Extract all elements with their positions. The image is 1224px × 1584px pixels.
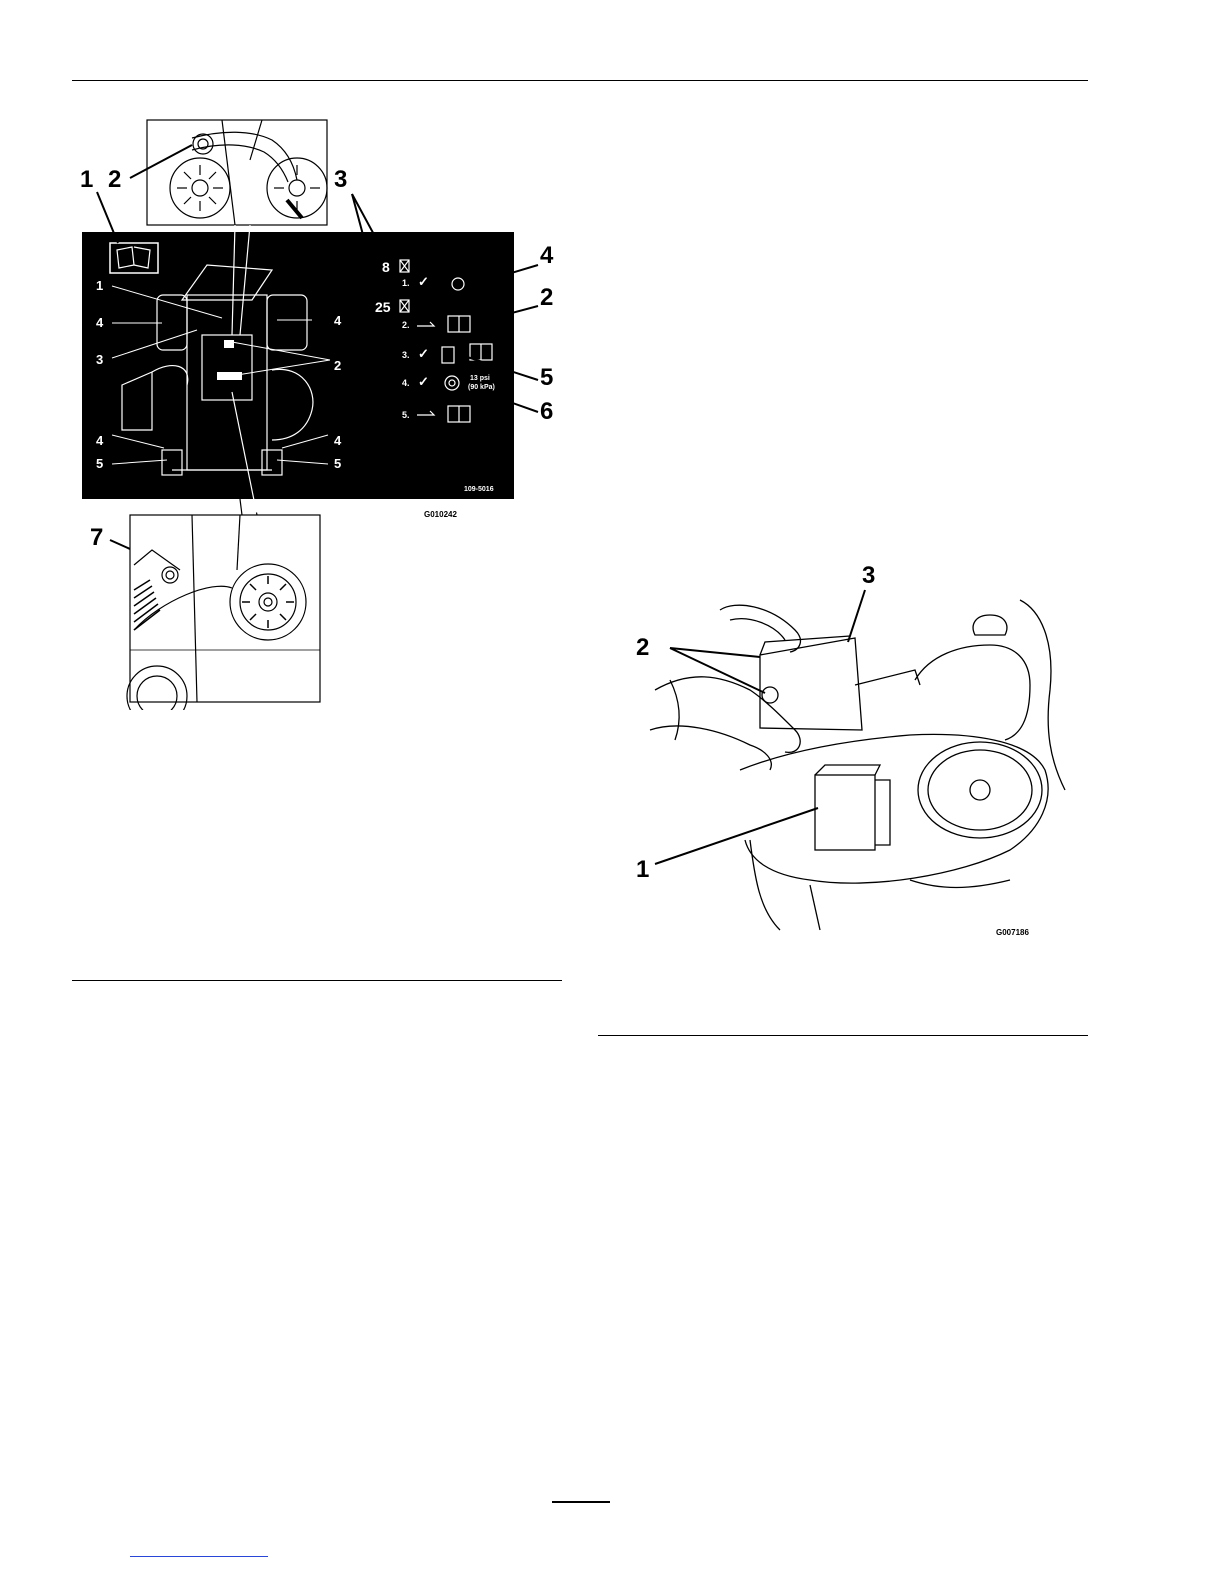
callout-2-right: 2 (540, 284, 554, 311)
page-number-rule (552, 1501, 610, 1503)
decal-label-4-right: 4 (334, 313, 342, 328)
callout-2-fig2: 2 (636, 634, 650, 661)
callout-3: 3 (334, 166, 348, 193)
step-1-check: ✓ (418, 274, 429, 289)
decal-label-1: 1 (96, 278, 104, 293)
decal-label-5-left: 5 (96, 456, 104, 471)
left-section-rule (72, 980, 562, 981)
step-3: 3. (402, 350, 410, 360)
callout-1: 1 (80, 166, 94, 193)
step-5: 5. (402, 410, 410, 420)
callout-7: 7 (90, 524, 104, 551)
hands-removing-cover-illustration (610, 560, 1090, 945)
decal-label-4-lower-right: 4 (334, 433, 342, 448)
step-3-check: ✓ (418, 346, 429, 361)
callout-1-fig2: 1 (636, 856, 650, 883)
link-underline[interactable] (130, 1556, 268, 1557)
callout-2: 2 (108, 166, 122, 193)
tire-pressure-psi: 13 psi (470, 375, 490, 382)
callout-4: 4 (540, 242, 554, 269)
decal-label-2: 2 (334, 358, 342, 373)
maintenance-decal-figure (72, 110, 562, 710)
interval-25-hours: 25 (375, 299, 391, 315)
interval-8-hours: 8 (382, 259, 390, 275)
step-4: 4. (402, 378, 410, 388)
figure-code: G010242 (424, 510, 457, 519)
decal-label-4-left: 4 (96, 315, 104, 330)
decal-number: 109-5016 (464, 486, 494, 493)
decal-label-3: 3 (96, 352, 104, 367)
step-1: 1. (402, 278, 410, 288)
maintenance-decal-illustration (72, 110, 562, 710)
decal-label-5-right: 5 (334, 456, 342, 471)
step-2: 2. (402, 320, 410, 330)
callout-3-fig2: 3 (862, 562, 876, 589)
figure-code-2: G007186 (996, 928, 1029, 937)
tire-pressure-kpa: (90 kPa) (468, 384, 495, 391)
hands-removing-cover-figure (610, 560, 1090, 945)
callout-6: 6 (540, 398, 554, 425)
decal-label-4-lower-left: 4 (96, 433, 104, 448)
header-rule (72, 80, 1088, 81)
callout-5: 5 (540, 364, 554, 391)
step-4-check: ✓ (418, 374, 429, 389)
right-section-rule (598, 1035, 1088, 1036)
